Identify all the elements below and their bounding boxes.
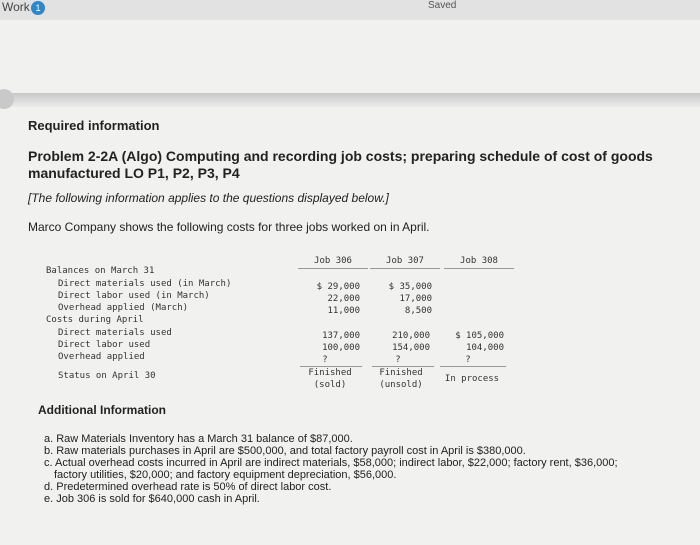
job306-status: Finished — [308, 368, 352, 378]
info-item-c: c. Actual overhead costs incurred in April are indirect materials, $58,000; indirect labor, $22,000; factory rent, $36,000; — [44, 457, 618, 469]
job307-dm-april: 210,000 — [392, 331, 430, 341]
job308-underline — [440, 366, 506, 367]
required-information-heading: Required information — [28, 118, 160, 133]
info-item-b: b. Raw materials purchases in April are $500,000, and total factory payroll cost in April is $380,000. — [44, 445, 526, 457]
divider-handle-icon — [0, 89, 14, 109]
additional-information-heading: Additional Information — [38, 403, 166, 417]
label-dl-april: Direct labor used — [58, 340, 151, 350]
info-item-e: e. Job 306 is sold for $640,000 cash in April. — [44, 493, 260, 505]
info-item-c-continued: factory utilities, $20,000; and factory equipment depreciation, $56,000. — [54, 469, 397, 481]
saved-status: Saved — [428, 0, 457, 11]
job307-dl-april: 154,000 — [392, 343, 430, 353]
job307-dm-march: $ 35,000 — [388, 282, 432, 292]
job306-dl-march: 22,000 — [327, 294, 360, 304]
label-dm-march: Direct materials used (in March) — [58, 279, 232, 289]
job306-oh-april: ? — [322, 355, 328, 365]
job306-underline — [300, 366, 362, 367]
job306-dl-april: 100,000 — [322, 343, 360, 353]
job307-status-detail: (unsold) — [379, 380, 423, 390]
label-balances: Balances on March 31 — [46, 266, 155, 276]
work-badge[interactable]: 1 — [31, 1, 45, 15]
section-divider — [0, 93, 700, 107]
job306-dm-march: $ 29,000 — [316, 282, 360, 292]
header-job-308: Job 308 — [444, 256, 514, 269]
job308-dm-april: $ 105,000 — [455, 331, 504, 341]
intro-text: Marco Company shows the following costs for three jobs worked on in April. — [28, 220, 430, 234]
job307-status: Finished — [379, 368, 423, 378]
job307-dl-march: 17,000 — [399, 294, 432, 304]
top-bar — [0, 0, 700, 20]
work-label: Work — [2, 0, 30, 14]
job308-dl-april: 104,000 — [466, 343, 504, 353]
label-dm-april: Direct materials used — [58, 328, 172, 338]
job308-status: In process — [444, 374, 500, 384]
job306-dm-april: 137,000 — [322, 331, 360, 341]
label-oh-march: Overhead applied (March) — [58, 303, 189, 313]
info-item-d: d. Predetermined overhead rate is 50% of direct labor cost. — [44, 481, 332, 493]
info-item-a: a. Raw Materials Inventory has a March 31 balance of $87,000. — [44, 433, 353, 445]
job306-oh-march: 11,000 — [327, 306, 360, 316]
job307-underline — [372, 366, 434, 367]
label-oh-april: Overhead applied — [58, 352, 145, 362]
problem-title: Problem 2-2A (Algo) Computing and recording job costs; preparing schedule of cost of goods manufactured LO P1, P2, P3, P4 — [28, 148, 653, 181]
instruction-note: [The following information applies to the questions displayed below.] — [28, 191, 389, 205]
job307-oh-march: 8,500 — [404, 306, 432, 316]
job308-oh-april: ? — [465, 355, 471, 365]
label-status: Status on April 30 — [58, 371, 156, 381]
header-job-307: Job 307 — [370, 256, 440, 269]
label-costs-april: Costs during April — [46, 315, 144, 325]
label-dl-march: Direct labor used (in March) — [58, 291, 210, 301]
additional-information-list — [44, 433, 696, 505]
header-job-306: Job 306 — [298, 256, 368, 269]
job306-status-detail: (sold) — [313, 380, 347, 390]
job307-oh-april: ? — [395, 355, 401, 365]
